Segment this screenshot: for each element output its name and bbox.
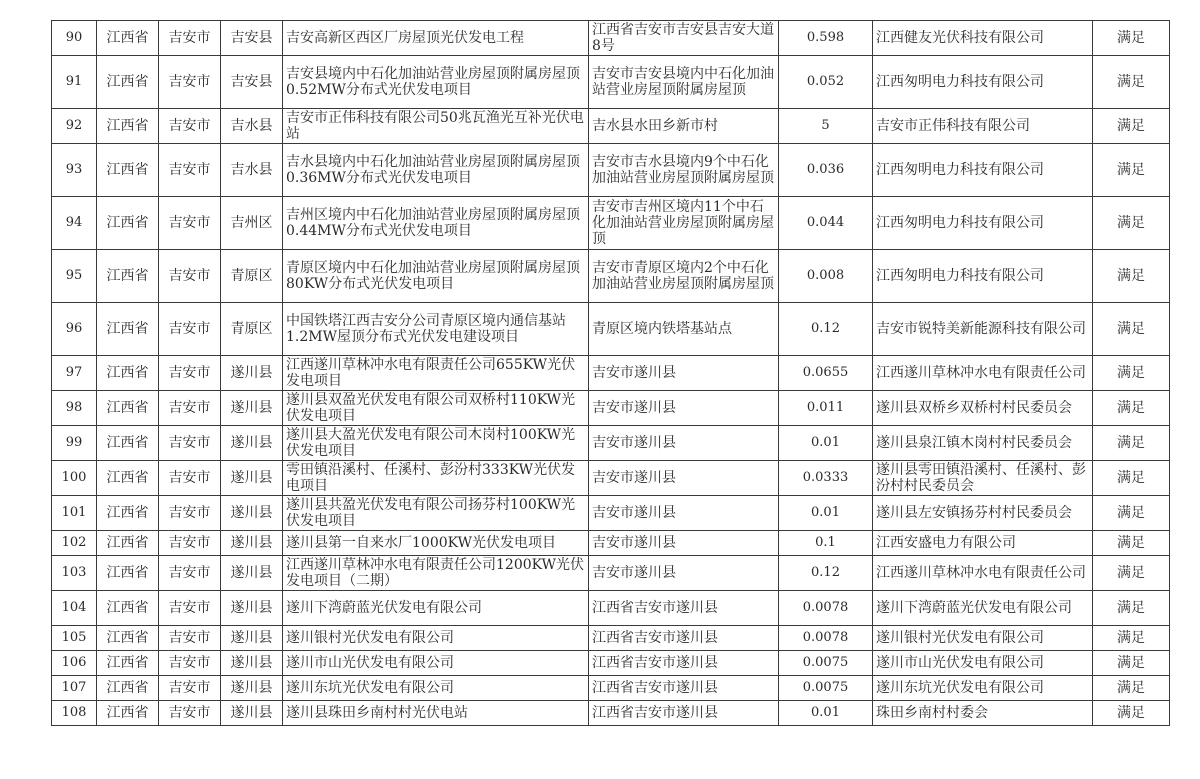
county-cell: 遂川县 — [221, 391, 283, 426]
owner-cell: 遂川东坑光伏发电有限公司 — [873, 676, 1093, 701]
row-number: 103 — [52, 556, 97, 591]
capacity-cell: 0.052 — [779, 56, 873, 109]
location-cell: 吉安市遂川县 — [589, 556, 779, 591]
project-name-cell: 吉州区境内中石化加油站营业房屋顶附属房屋顶0.44MW分布式光伏发电项目 — [283, 197, 589, 250]
table-row — [52, 250, 1170, 303]
status-cell: 满足 — [1093, 391, 1170, 426]
row-number: 93 — [52, 144, 97, 197]
status-cell: 满足 — [1093, 426, 1170, 461]
status-cell: 满足 — [1093, 651, 1170, 676]
row-number: 102 — [52, 531, 97, 556]
table-row — [52, 356, 1170, 391]
province-cell: 江西省 — [97, 197, 159, 250]
capacity-cell: 0.0333 — [779, 461, 873, 496]
status-cell: 满足 — [1093, 531, 1170, 556]
owner-cell: 遂川县雩田镇沿溪村、任溪村、彭汾村村民委员会 — [873, 461, 1093, 496]
city-cell: 吉安市 — [159, 197, 221, 250]
project-name-cell: 遂川市山光伏发电有限公司 — [283, 651, 589, 676]
city-cell: 吉安市 — [159, 426, 221, 461]
owner-cell: 江西匆明电力科技有限公司 — [873, 197, 1093, 250]
row-number: 90 — [52, 21, 97, 56]
status-cell: 满足 — [1093, 556, 1170, 591]
province-cell: 江西省 — [97, 531, 159, 556]
table-row — [52, 461, 1170, 496]
county-cell: 遂川县 — [221, 356, 283, 391]
province-cell: 江西省 — [97, 144, 159, 197]
table-row — [52, 391, 1170, 426]
capacity-cell: 0.1 — [779, 531, 873, 556]
province-cell: 江西省 — [97, 109, 159, 144]
capacity-cell: 5 — [779, 109, 873, 144]
province-cell: 江西省 — [97, 591, 159, 626]
project-name-cell: 吉安市正伟科技有限公司50兆瓦渔光互补光伏电站 — [283, 109, 589, 144]
table-body — [52, 21, 1170, 726]
city-cell: 吉安市 — [159, 496, 221, 531]
project-name-cell: 雩田镇沿溪村、任溪村、彭汾村333KW光伏发电项目 — [283, 461, 589, 496]
project-name-cell: 江西遂川草林冲水电有限责任公司655KW光伏发电项目 — [283, 356, 589, 391]
owner-cell: 江西遂川草林冲水电有限责任公司 — [873, 556, 1093, 591]
owner-cell: 江西匆明电力科技有限公司 — [873, 144, 1093, 197]
province-cell: 江西省 — [97, 676, 159, 701]
province-cell: 江西省 — [97, 303, 159, 356]
owner-cell: 遂川下湾蔚蓝光伏发电有限公司 — [873, 591, 1093, 626]
project-name-cell: 遂川银村光伏发电有限公司 — [283, 626, 589, 651]
location-cell: 吉安市吉水县境内9个中石化加油站营业房屋顶附属房屋顶 — [589, 144, 779, 197]
table-row — [52, 531, 1170, 556]
city-cell: 吉安市 — [159, 626, 221, 651]
row-number: 100 — [52, 461, 97, 496]
table-row — [52, 496, 1170, 531]
city-cell: 吉安市 — [159, 303, 221, 356]
county-cell: 遂川县 — [221, 591, 283, 626]
province-cell: 江西省 — [97, 426, 159, 461]
table-row — [52, 591, 1170, 626]
owner-cell: 遂川县左安镇扬芬村村民委员会 — [873, 496, 1093, 531]
table-row — [52, 109, 1170, 144]
owner-cell: 珠田乡南村村委会 — [873, 701, 1093, 726]
row-number: 101 — [52, 496, 97, 531]
project-name-cell: 遂川下湾蔚蓝光伏发电有限公司 — [283, 591, 589, 626]
project-name-cell: 青原区境内中石化加油站营业房屋顶附属房屋顶80KW分布式光伏发电项目 — [283, 250, 589, 303]
owner-cell: 吉安市正伟科技有限公司 — [873, 109, 1093, 144]
project-name-cell: 吉安高新区西区厂房屋顶光伏发电工程 — [283, 21, 589, 56]
county-cell: 吉安县 — [221, 21, 283, 56]
project-name-cell: 江西遂川草林冲水电有限责任公司1200KW光伏发电项目（二期） — [283, 556, 589, 591]
location-cell: 青原区境内铁塔基站点 — [589, 303, 779, 356]
capacity-cell: 0.01 — [779, 496, 873, 531]
owner-cell: 遂川市山光伏发电有限公司 — [873, 651, 1093, 676]
province-cell: 江西省 — [97, 626, 159, 651]
row-number: 95 — [52, 250, 97, 303]
province-cell: 江西省 — [97, 21, 159, 56]
project-name-cell: 遂川县大盈光伏发电有限公司木岗村100KW光伏发电项目 — [283, 426, 589, 461]
location-cell: 吉安市吉州区境内11个中石化加油站营业房屋顶附属房屋顶 — [589, 197, 779, 250]
capacity-cell: 0.01 — [779, 426, 873, 461]
projects-table — [51, 20, 1170, 726]
capacity-cell: 0.008 — [779, 250, 873, 303]
city-cell: 吉安市 — [159, 391, 221, 426]
status-cell: 满足 — [1093, 676, 1170, 701]
province-cell: 江西省 — [97, 496, 159, 531]
county-cell: 遂川县 — [221, 496, 283, 531]
county-cell: 青原区 — [221, 303, 283, 356]
county-cell: 遂川县 — [221, 556, 283, 591]
project-name-cell: 遂川县第一自来水厂1000KW光伏发电项目 — [283, 531, 589, 556]
location-cell: 江西省吉安市遂川县 — [589, 651, 779, 676]
owner-cell: 吉安市锐特美新能源科技有限公司 — [873, 303, 1093, 356]
row-number: 98 — [52, 391, 97, 426]
capacity-cell: 0.01 — [779, 701, 873, 726]
row-number: 107 — [52, 676, 97, 701]
status-cell: 满足 — [1093, 701, 1170, 726]
location-cell: 江西省吉安市遂川县 — [589, 701, 779, 726]
status-cell: 满足 — [1093, 591, 1170, 626]
capacity-cell: 0.12 — [779, 303, 873, 356]
row-number: 106 — [52, 651, 97, 676]
city-cell: 吉安市 — [159, 461, 221, 496]
status-cell: 满足 — [1093, 250, 1170, 303]
status-cell: 满足 — [1093, 461, 1170, 496]
table-row — [52, 651, 1170, 676]
table-row — [52, 426, 1170, 461]
owner-cell: 遂川银村光伏发电有限公司 — [873, 626, 1093, 651]
city-cell: 吉安市 — [159, 676, 221, 701]
county-cell: 吉安县 — [221, 56, 283, 109]
table-row — [52, 303, 1170, 356]
county-cell: 青原区 — [221, 250, 283, 303]
project-name-cell: 中国铁塔江西吉安分公司青原区境内通信基站1.2MW屋顶分布式光伏发电建设项目 — [283, 303, 589, 356]
row-number: 96 — [52, 303, 97, 356]
location-cell: 吉安市遂川县 — [589, 531, 779, 556]
capacity-cell: 0.12 — [779, 556, 873, 591]
county-cell: 遂川县 — [221, 626, 283, 651]
status-cell: 满足 — [1093, 626, 1170, 651]
location-cell: 吉安市吉安县境内中石化加油站营业房屋顶附属房屋顶 — [589, 56, 779, 109]
county-cell: 遂川县 — [221, 461, 283, 496]
status-cell: 满足 — [1093, 109, 1170, 144]
owner-cell: 江西健友光伏科技有限公司 — [873, 21, 1093, 56]
project-name-cell: 遂川县共盈光伏发电有限公司扬芬村100KW光伏发电项目 — [283, 496, 589, 531]
city-cell: 吉安市 — [159, 531, 221, 556]
location-cell: 吉安市遂川县 — [589, 461, 779, 496]
province-cell: 江西省 — [97, 391, 159, 426]
table-row — [52, 144, 1170, 197]
project-name-cell: 遂川县珠田乡南村村光伏电站 — [283, 701, 589, 726]
city-cell: 吉安市 — [159, 701, 221, 726]
row-number: 104 — [52, 591, 97, 626]
city-cell: 吉安市 — [159, 556, 221, 591]
location-cell: 吉安市遂川县 — [589, 426, 779, 461]
table-row — [52, 197, 1170, 250]
project-name-cell: 遂川东坑光伏发电有限公司 — [283, 676, 589, 701]
city-cell: 吉安市 — [159, 56, 221, 109]
city-cell: 吉安市 — [159, 356, 221, 391]
city-cell: 吉安市 — [159, 21, 221, 56]
status-cell: 满足 — [1093, 496, 1170, 531]
county-cell: 吉水县 — [221, 144, 283, 197]
row-number: 94 — [52, 197, 97, 250]
capacity-cell: 0.011 — [779, 391, 873, 426]
city-cell: 吉安市 — [159, 651, 221, 676]
location-cell: 吉安市遂川县 — [589, 356, 779, 391]
status-cell: 满足 — [1093, 303, 1170, 356]
table-row — [52, 56, 1170, 109]
county-cell: 遂川县 — [221, 426, 283, 461]
project-name-cell: 吉水县境内中石化加油站营业房屋顶附属房屋顶0.36MW分布式光伏发电项目 — [283, 144, 589, 197]
table-row — [52, 21, 1170, 56]
owner-cell: 江西匆明电力科技有限公司 — [873, 250, 1093, 303]
row-number: 105 — [52, 626, 97, 651]
province-cell: 江西省 — [97, 250, 159, 303]
owner-cell: 遂川县泉江镇木岗村村民委员会 — [873, 426, 1093, 461]
county-cell: 遂川县 — [221, 676, 283, 701]
status-cell: 满足 — [1093, 56, 1170, 109]
capacity-cell: 0.044 — [779, 197, 873, 250]
owner-cell: 遂川县双桥乡双桥村村民委员会 — [873, 391, 1093, 426]
location-cell: 吉安市青原区境内2个中石化加油站营业房屋顶附属房屋顶 — [589, 250, 779, 303]
province-cell: 江西省 — [97, 461, 159, 496]
table-row — [52, 701, 1170, 726]
capacity-cell: 0.0075 — [779, 676, 873, 701]
status-cell: 满足 — [1093, 356, 1170, 391]
location-cell: 江西省吉安市遂川县 — [589, 591, 779, 626]
capacity-cell: 0.0078 — [779, 591, 873, 626]
county-cell: 吉水县 — [221, 109, 283, 144]
county-cell: 遂川县 — [221, 651, 283, 676]
table-row — [52, 676, 1170, 701]
project-name-cell: 遂川县双盈光伏发电有限公司双桥村110KW光伏发电项目 — [283, 391, 589, 426]
city-cell: 吉安市 — [159, 591, 221, 626]
county-cell: 遂川县 — [221, 531, 283, 556]
row-number: 91 — [52, 56, 97, 109]
table-row — [52, 626, 1170, 651]
location-cell: 江西省吉安市吉安县吉安大道8号 — [589, 21, 779, 56]
city-cell: 吉安市 — [159, 109, 221, 144]
row-number: 99 — [52, 426, 97, 461]
owner-cell: 江西安盛电力有限公司 — [873, 531, 1093, 556]
province-cell: 江西省 — [97, 556, 159, 591]
capacity-cell: 0.036 — [779, 144, 873, 197]
location-cell: 吉安市遂川县 — [589, 496, 779, 531]
table-row — [52, 556, 1170, 591]
capacity-cell: 0.0078 — [779, 626, 873, 651]
status-cell: 满足 — [1093, 197, 1170, 250]
row-number: 97 — [52, 356, 97, 391]
row-number: 108 — [52, 701, 97, 726]
project-name-cell: 吉安县境内中石化加油站营业房屋顶附属房屋顶0.52MW分布式光伏发电项目 — [283, 56, 589, 109]
location-cell: 吉安市遂川县 — [589, 391, 779, 426]
province-cell: 江西省 — [97, 356, 159, 391]
status-cell: 满足 — [1093, 144, 1170, 197]
location-cell: 吉水县水田乡新市村 — [589, 109, 779, 144]
status-cell: 满足 — [1093, 21, 1170, 56]
row-number: 92 — [52, 109, 97, 144]
location-cell: 江西省吉安市遂川县 — [589, 626, 779, 651]
owner-cell: 江西遂川草林冲水电有限责任公司 — [873, 356, 1093, 391]
county-cell: 吉州区 — [221, 197, 283, 250]
capacity-cell: 0.598 — [779, 21, 873, 56]
province-cell: 江西省 — [97, 651, 159, 676]
county-cell: 遂川县 — [221, 701, 283, 726]
capacity-cell: 0.0075 — [779, 651, 873, 676]
location-cell: 江西省吉安市遂川县 — [589, 676, 779, 701]
city-cell: 吉安市 — [159, 250, 221, 303]
owner-cell: 江西匆明电力科技有限公司 — [873, 56, 1093, 109]
province-cell: 江西省 — [97, 701, 159, 726]
capacity-cell: 0.0655 — [779, 356, 873, 391]
province-cell: 江西省 — [97, 56, 159, 109]
city-cell: 吉安市 — [159, 144, 221, 197]
